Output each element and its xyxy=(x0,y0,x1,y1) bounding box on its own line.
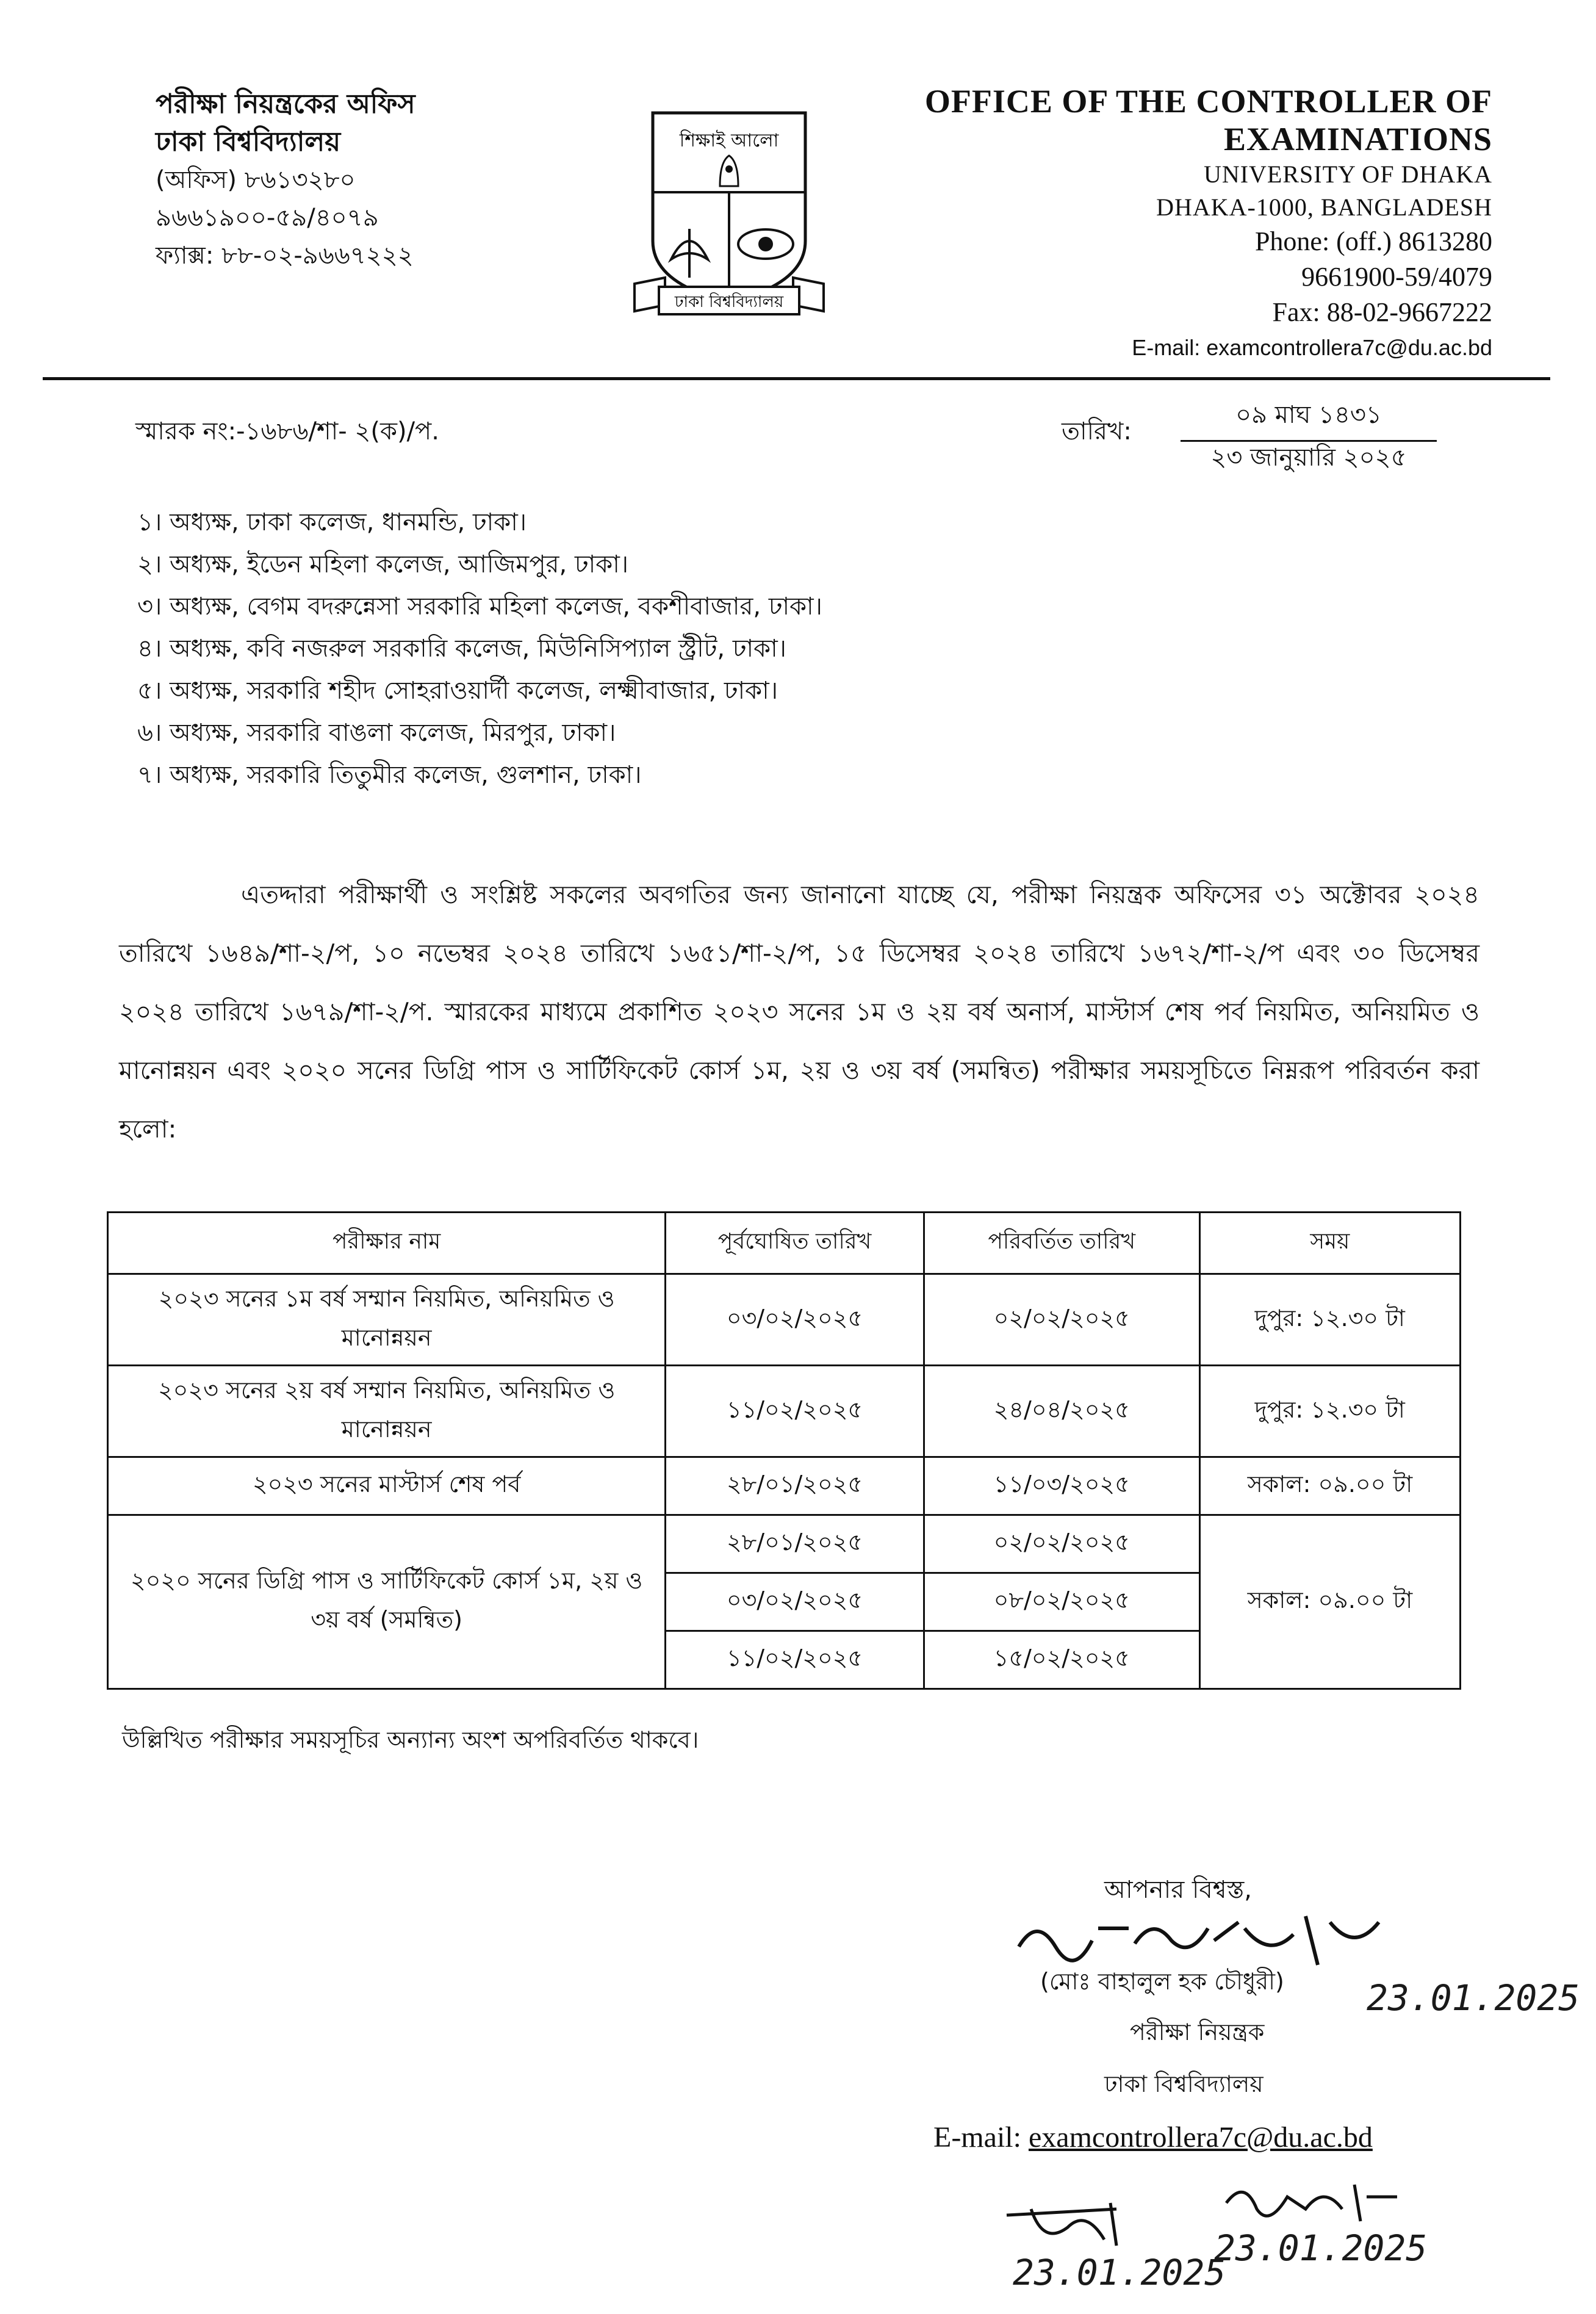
closing-note: উল্লিখিত পরীক্ষার সময়সূচির অন্যান্য অংশ অপরিবর্তিত থাকবে। xyxy=(122,1726,699,1753)
exam-name: ২০২০ সনের ডিগ্রি পাস ও সার্টিফিকেট কোর্স ১ম, ২য় ও ৩য় বর্ষ (সমন্বিত) xyxy=(108,1515,666,1689)
header-bengali-block xyxy=(156,85,415,275)
table-row xyxy=(108,1274,1461,1366)
email-en: E-mail: examcontrollera7c@du.ac.bd xyxy=(1132,335,1492,360)
recipient-item: ৩। অধ্যক্ষ, বেগম বদরুন্নেসা সরকারি মহিলা কলেজ, বকশীবাজার, ঢাকা। xyxy=(137,593,822,621)
initial-date-left: 23.01.2025 xyxy=(1013,2252,1226,2293)
phone2-bn: ৯৬৬১৯০০-৫৯/৪০৭৯ xyxy=(156,204,379,232)
header-exam-name: পরীক্ষার নাম xyxy=(108,1213,666,1274)
recipient-item: ৫। অধ্যক্ষ, সরকারি শহীদ সোহরাওয়ার্দী কলেজ, লক্ষ্মীবাজার, ঢাকা। xyxy=(137,677,778,705)
exam-name: ২০২৩ সনের মাস্টার্স শেষ পর্ব xyxy=(108,1457,666,1515)
table-row xyxy=(108,1366,1461,1457)
office-name-en-2: EXAMINATIONS xyxy=(1223,121,1492,157)
notice-paragraph: এতদ্দারা পরীক্ষার্থী ও সংশ্লিষ্ট সকলের অবগতির জন্য জানানো যাচ্ছে যে, পরীক্ষা নিয়ন্ত্রক অফিসের ৩১ অক্টোবর ২০২৪ তারিখে ১৬৪৯/শা-২/প, ১০ নভেম্বর ২০২৪ তারিখে ১৬৫১/শা-২/প, ১৫ ডিসেম্বর ২০২৪ তারিখে ১৬৭২/শা-২/প এবং ৩০ ডিসেম্বর ২০২৪ তারিখে ১৬৭৯/শা-২/প. স্মারকের মাধ্যমে প্রকাশিত ২০২৩ সনের ১ম ও ২য় বর্ষ অনার্স, মাস্টার্স শেষ পর্ব নিয়মিত, অনিয়মিত ও মানোন্নয়ন এবং ২০২০ সনের ডিগ্রি পাস ও সার্টিফিকেট কোর্স ১ম, ২য় ও ৩য় বর্ষ (সমন্বিত) পরীক্ষার সময়সূচিতে নিম্নরূপ পরিবর্তন করা হলো: xyxy=(119,880,1479,1144)
office-name-en-1: OFFICE OF THE CONTROLLER OF xyxy=(924,83,1492,120)
schedule-table xyxy=(107,1211,1461,1690)
phone2-en: 9661900-59/4079 xyxy=(1301,262,1492,292)
initial-signature-left xyxy=(994,2191,1153,2252)
exam-time: সকাল: ০৯.০০ টা xyxy=(1199,1515,1460,1689)
table-row xyxy=(108,1457,1461,1515)
changed-date: ১৫/০২/২০২৫ xyxy=(924,1631,1199,1689)
exam-name: ২০২৩ সনের ২য় বর্ষ সম্মান নিয়মিত, অনিয়মিত ও মানোন্নয়ন xyxy=(108,1366,666,1457)
previous-date: ২৮/০১/২০২৫ xyxy=(666,1515,924,1573)
phone-office-bn: (অফিস) ৮৬১৩২৮০ xyxy=(156,166,356,194)
logo-banner-text: ঢাকা বিশ্ববিদ্যালয় xyxy=(674,293,784,311)
previous-date: ২৮/০১/২০২৫ xyxy=(666,1457,924,1515)
changed-date: ২৪/০৪/২০২৫ xyxy=(924,1366,1199,1457)
signatory-university: ঢাকা বিশ্ববিদ্যালয় xyxy=(1104,2071,1264,2097)
header-changed-date: পরিবর্তিত তারিখ xyxy=(924,1213,1199,1274)
header-english-block xyxy=(925,82,1492,366)
recipient-item: ৭। অধ্যক্ষ, সরকারি তিতুমীর কলেজ, গুলশান, ঢাকা। xyxy=(137,761,642,789)
changed-date: ০২/০২/২০২৫ xyxy=(924,1274,1199,1366)
logo-motto: শিক্ষাই আলো xyxy=(679,130,779,151)
changed-date: ০৮/০২/২০২৫ xyxy=(924,1573,1199,1631)
notice-body xyxy=(119,865,1479,1158)
initial-date-right: 23.01.2025 xyxy=(1214,2227,1428,2269)
email-label: E-mail: xyxy=(933,2121,1021,2154)
signatory-email[interactable]: examcontrollera7c@du.ac.bd xyxy=(1028,2121,1373,2154)
previous-date: ০৩/০২/২০২৫ xyxy=(666,1274,924,1366)
signatory-title: পরীক্ষা নিয়ন্ত্রক xyxy=(1130,2019,1265,2045)
date-bengali: ০৯ মাঘ ১৪৩১ xyxy=(1181,395,1437,442)
recipient-item: ৪। অধ্যক্ষ, কবি নজরুল সরকারি কলেজ, মিউনিসিপ্যাল স্ট্রীট, ঢাকা। xyxy=(137,635,786,663)
closing-salutation: আপনার বিশ্বস্ত, xyxy=(1104,1876,1253,1904)
signatory-email-line xyxy=(933,2121,1373,2154)
previous-date: ১১/০২/২০২৫ xyxy=(666,1366,924,1457)
signatory-name: (মোঃ বাহালুল হক চৌধুরী) xyxy=(1040,1968,1284,1995)
exam-time: দুপুর: ১২.৩০ টা xyxy=(1199,1366,1460,1457)
memo-reference: স্মারক নং:-১৬৮৬/শা- ২(ক)/প. xyxy=(135,417,439,445)
fax-bn: ফ্যাক্স: ৮৮-০২-৯৬৬৭২২২ xyxy=(156,242,414,270)
signature-date-main: 23.01.2025 xyxy=(1367,1977,1580,2019)
recipient-item: ৬। অধ্যক্ষ, সরকারি বাঙলা কলেজ, মিরপুর, ঢাকা। xyxy=(137,719,616,747)
previous-date: ১১/০২/২০২৫ xyxy=(666,1631,924,1689)
university-name-bn: ঢাকা বিশ্ববিদ্যালয় xyxy=(156,126,341,157)
recipient-item: ১। অধ্যক্ষ, ঢাকা কলেজ, ধানমন্ডি, ঢাকা। xyxy=(137,508,527,536)
recipient-list xyxy=(137,502,822,796)
changed-date: ১১/০৩/২০২৫ xyxy=(924,1457,1199,1515)
header-time: সময় xyxy=(1199,1213,1460,1274)
fax-en: Fax: 88-02-9667222 xyxy=(1272,297,1492,327)
previous-date: ০৩/০২/২০২৫ xyxy=(666,1573,924,1631)
university-name-en: UNIVERSITY OF DHAKA xyxy=(1203,160,1492,188)
university-logo xyxy=(628,101,830,320)
changed-date: ০২/০২/২০২৫ xyxy=(924,1515,1199,1573)
phone-en: Phone: (off.) 8613280 xyxy=(1254,226,1492,256)
header-divider xyxy=(43,377,1550,380)
table-row xyxy=(108,1515,1461,1573)
date-gregorian: ২৩ জানুয়ারি ২০২৫ xyxy=(1210,444,1407,472)
initial-signature-right xyxy=(1214,2172,1409,2233)
recipient-item: ২। অধ্যক্ষ, ইডেন মহিলা কলেজ, আজিমপুর, ঢাকা। xyxy=(137,550,629,578)
address-en: DHAKA-1000, BANGLADESH xyxy=(1156,193,1492,221)
exam-time: দুপুর: ১২.৩০ টা xyxy=(1199,1274,1460,1366)
date-label: তারিখ: xyxy=(1062,417,1132,445)
header-previous-date: পূর্বঘোষিত তারিখ xyxy=(666,1213,924,1274)
table-header-row xyxy=(108,1213,1461,1274)
exam-name: ২০২৩ সনের ১ম বর্ষ সম্মান নিয়মিত, অনিয়মিত ও মানোন্নয়ন xyxy=(108,1274,666,1366)
exam-time: সকাল: ০৯.০০ টা xyxy=(1199,1457,1460,1515)
office-name-bn: পরীক্ষা নিয়ন্ত্রকের অফিস xyxy=(156,88,415,120)
